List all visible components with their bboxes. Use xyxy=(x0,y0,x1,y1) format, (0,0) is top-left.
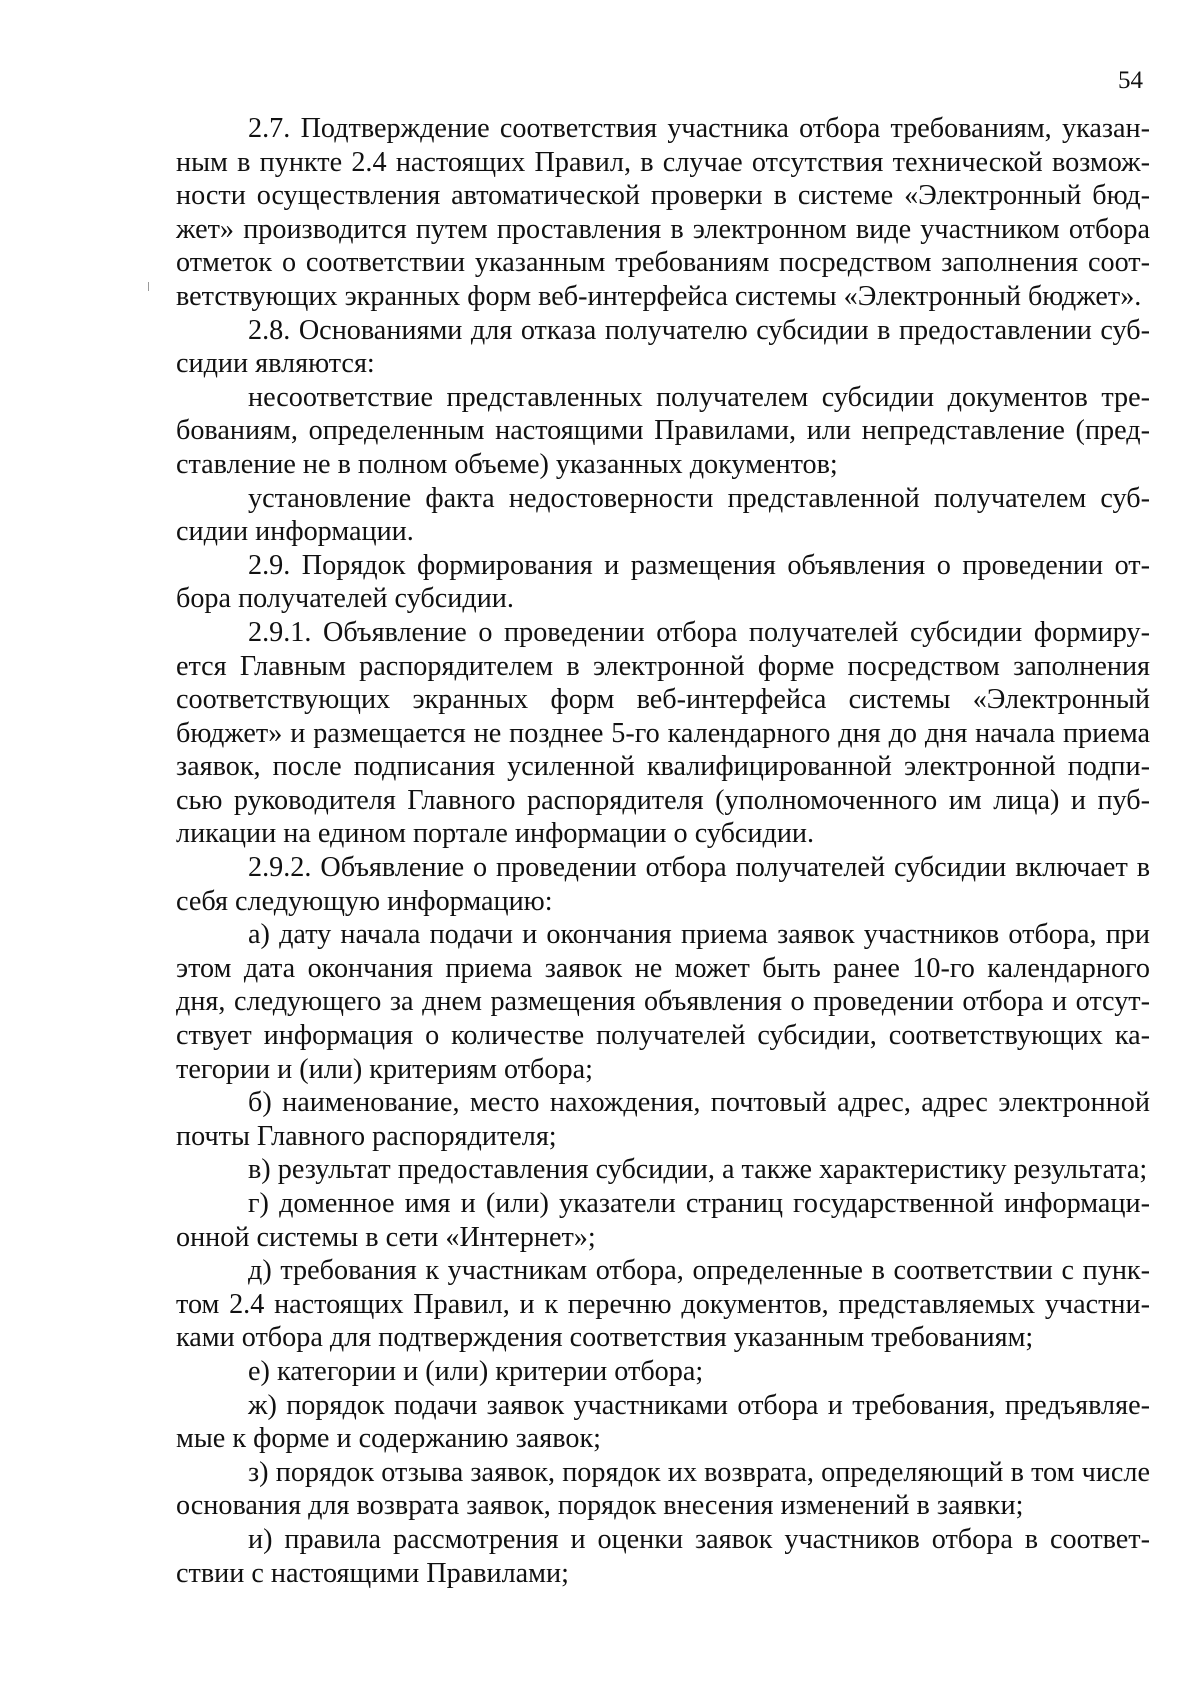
paragraph-2-9-1: 2.9.1. Объявление о проведении отбора получателей субсидии формируется Главным распорядителем в электронной форме посредством заполнения соответствующих экранных форм веб-интерфейса системы «Электронный бюджет» и размещается не позднее 5-го календарного дня до дня начала приема заявок, после подписания усиленной квалифицированной электронной подписью руководителя Главного распорядителя (уполномоченного им лица) и публикации на едином портале информации о субсидии. xyxy=(176,616,1150,850)
list-item-v: в) результат предоставления субсидии, а также характеристику результата; xyxy=(248,1154,1148,1186)
paragraph-2-8-item-nonconformity: несоответствие представленных получателем субсидии документов требованиям, определенным настоящими Правилами, или непредставление (представление не в полном объеме) указанных документов; xyxy=(176,381,1150,480)
document-body xyxy=(176,112,1150,1590)
paragraph-2-8-item-unreliable-info: установление факта недостоверности представленной получателем субсидии информации. xyxy=(176,482,1150,548)
list-item-i: и) правила рассмотрения и оценки заявок участников отбора в соответствии с настоящими Правилами; xyxy=(176,1523,1150,1589)
scan-artifact xyxy=(148,282,149,291)
list-item-d: д) требования к участникам отбора, определенные в соответствии с пунктом 2.4 настоящих Правил, и к перечню документов, представляемых участниками отбора для подтверждения соответствия указанным требованиям; xyxy=(176,1255,1150,1354)
list-item-a: а) дату начала подачи и окончания приема заявок участников отбора, при этом дата окончания приема заявок не может быть ранее 10-го календарного дня, следующего за днем размещения объявления о проведении отбора и отсутствует информация о количестве получателей субсидии, соответствующих категории и (или) критериям отбора; xyxy=(176,919,1150,1085)
paragraph-2-9-2: 2.9.2. Объявление о проведении отбора получателей субсидии включает в себя следующую информацию: xyxy=(176,852,1150,917)
page-number: 54 xyxy=(1118,67,1143,94)
paragraph-2-8: 2.8. Основаниями для отказа получателю субсидии в предоставлении субсидии являются: xyxy=(176,314,1150,380)
list-item-zh: ж) порядок подачи заявок участниками отбора и требования, предъявляемые к форме и содержанию заявок; xyxy=(176,1389,1150,1455)
paragraph-2-7: 2.7. Подтверждение соответствия участника отбора требованиям, указанным в пункте 2.4 настоящих Правил, в случае отсутствия технической возможности осуществления автоматической проверки в системе «Электронный бюджет» производится путем проставления в электронном виде участником отбора отметок о соответствии указанным требованиям посредством заполнения соответствующих экранных форм веб-интерфейса системы «Электронный бюджет». xyxy=(176,113,1150,312)
list-item-b: б) наименование, место нахождения, почтовый адрес, адрес электронной почты Главного распорядителя; xyxy=(176,1087,1150,1152)
list-item-g: г) доменное имя и (или) указатели страниц государственной информационной системы в сети «Интернет»; xyxy=(176,1188,1150,1253)
paragraph-2-9: 2.9. Порядок формирования и размещения объявления о проведении отбора получателей субсидии. xyxy=(176,549,1150,615)
list-item-e: е) категории и (или) критерии отбора; xyxy=(248,1355,704,1387)
list-item-z: з) порядок отзыва заявок, порядок их возврата, определяющий в том числе основания для возврата заявок, порядок внесения изменений в заявки; xyxy=(176,1456,1150,1522)
